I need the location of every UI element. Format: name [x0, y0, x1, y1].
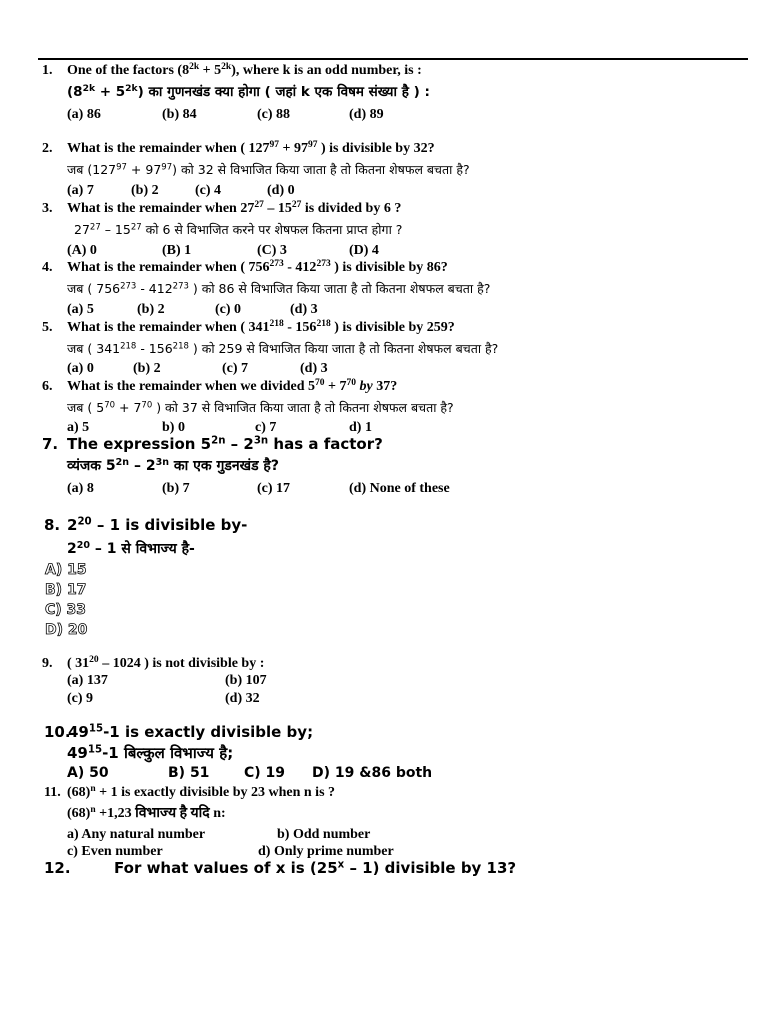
q11-option-a: a) Any natural number: [67, 827, 206, 842]
q11-text-en: $(68)^n + 1$ is exactly divisible by 23 when n is ?: [67, 783, 336, 800]
q7-option-d: (d) None of these: [349, 481, 450, 496]
q4-option-a: (a) 5: [67, 302, 94, 317]
q5-option-a: (a) 0: [67, 361, 94, 376]
q5-option-c: (c) 7: [222, 361, 249, 376]
q10-text-en: $49^{15}-1$ is exactly divisible by;: [68, 723, 314, 741]
q5-text-hi: जब ( $341^{218} - 156^{218}$ ) को 259 से विभाजित किया जाता है तो कितना शेषफल बचता है?: [67, 341, 499, 356]
q8-option-a: A) 15: [45, 562, 87, 578]
q6-option-c: c) 7: [255, 420, 277, 435]
q5-number: 5.: [42, 320, 53, 335]
q7-option-c: (c) 17: [257, 481, 291, 496]
q1-option-c: (c) 88: [257, 107, 291, 122]
q6-text-hi: जब ( $5^{70} + 7^{70}$ ) को 37 से विभाजित किया जाता है तो कितना शेषफल बचता है?: [67, 400, 454, 415]
q6-option-d: d) 1: [349, 420, 372, 435]
q9-option-a: (a) 137: [67, 673, 108, 688]
q1-number: 1.: [42, 63, 53, 78]
q4-option-c: (c) 0: [215, 302, 242, 317]
q6-option-b: b) 0: [162, 420, 185, 435]
q3-option-b: (B) 1: [162, 243, 192, 258]
q10-option-d: D) 19 &86 both: [312, 765, 433, 781]
q1-text-hi: $(8^{2k} + 5^{2k})$ का गुणनखंड क्या होगा ( जहां k एक विषम संख्या है ) :: [67, 82, 430, 100]
q8-text-hi: $2^{20} - 1$ से विभाज्य है-: [67, 539, 195, 557]
q1-option-d: (d) 89: [349, 107, 384, 122]
q8-option-b: B) 17: [45, 582, 87, 598]
q2-option-c: (c) 4: [195, 183, 222, 198]
q2-text-hi: जब $(127^{97} + 97^{97})$ को 32 से विभाजित किया जाता है तो कितना शेषफल बचता है?: [67, 162, 470, 177]
top-rule: [38, 58, 748, 60]
q9-number: 9.: [42, 656, 53, 671]
q3-option-d: (D) 4: [349, 243, 379, 258]
q4-text-hi: जब ( $756^{273} - 412^{273}$ ) को 86 से विभाजित किया जाता है तो कितना शेषफल बचता है?: [67, 281, 491, 296]
q3-option-a: (A) 0: [67, 243, 97, 258]
q9-text-en: ( $31^{20} - 1024$ ) is not divisible by :: [67, 654, 265, 671]
q8-option-d: D) 20: [45, 622, 88, 638]
q10-text-hi: $49^{15}-1$ बिल्कुल विभाज्य है;: [67, 744, 234, 762]
q2-option-d: (d) 0: [267, 183, 295, 198]
q7-option-a: (a) 8: [67, 481, 94, 496]
q5-text-en: What is the remainder when ( $341^{218} - 156^{218}$ ) is divisible by 259?: [67, 318, 455, 335]
q1-option-a: (a) 86: [67, 107, 101, 122]
q8-option-c: C) 33: [45, 602, 87, 618]
q7-text-hi: व्यंजक $5^{2n} - 2^{3n}$ का एक गुडनखंड है?: [67, 456, 279, 474]
q4-number: 4.: [42, 260, 53, 275]
q3-text-hi: $27^{27} - 15^{27}$ को 6 से विभाजित करने पर शेषफल कितना प्राप्त होगा ?: [74, 222, 403, 237]
q7-option-b: (b) 7: [162, 481, 190, 496]
q10-number: 10.: [44, 723, 71, 741]
q2-option-b: (b) 2: [131, 183, 159, 198]
q1-text-en: One of the factors $(8^{2k} + 5^{2k})$, where k is an odd number, is :: [67, 61, 422, 78]
q6-text-en: What is the remainder when we divided $5^{70} + 7^{70}$ by 37?: [67, 377, 398, 394]
q12-number: 12.: [44, 859, 71, 877]
q4-option-d: (d) 3: [290, 302, 318, 317]
q8-text-en: $2^{20} - 1$ is divisible by-: [67, 516, 248, 534]
q10-option-a: A) 50: [67, 765, 109, 781]
q9-option-c: (c) 9: [67, 691, 94, 706]
q11-option-d: d) Only prime number: [258, 844, 394, 859]
q7-number: 7.: [42, 435, 59, 453]
q3-number: 3.: [42, 201, 53, 216]
q4-option-b: (b) 2: [137, 302, 165, 317]
q5-option-d: (d) 3: [300, 361, 328, 376]
q2-option-a: (a) 7: [67, 183, 94, 198]
q10-option-b: B) 51: [168, 765, 210, 781]
q5-option-b: (b) 2: [133, 361, 161, 376]
q6-option-a: a) 5: [67, 420, 90, 435]
q10-option-c: C) 19: [244, 765, 286, 781]
q6-number: 6.: [42, 379, 53, 394]
q8-number: 8.: [44, 516, 61, 534]
q9-option-b: (b) 107: [225, 673, 267, 688]
q9-option-d: (d) 32: [225, 691, 260, 706]
q1-option-b: (b) 84: [162, 107, 197, 122]
q2-number: 2.: [42, 141, 53, 156]
q3-option-c: (C) 3: [257, 243, 287, 258]
q11-option-b: b) Odd number: [277, 827, 371, 842]
q4-text-en: What is the remainder when ( $756^{273} - 412^{273}$ ) is divisible by 86?: [67, 258, 448, 275]
q2-text-en: What is the remainder when ( $127^{97} + 97^{97}$ ) is divisible by 32?: [67, 139, 435, 156]
q11-text-hi: $(68)^n +1,23$ विभाज्य है यदि n:: [67, 804, 226, 821]
q3-text-en: What is the remainder when $27^{27} - 15^{27}$ is divided by 6 ?: [67, 199, 402, 216]
q12-text-en: For what values of x is (25$^x$ – 1) divisible by 13?: [114, 859, 517, 877]
q7-text-en: The expression $5^{2n} - 2^{3n}$ has a factor?: [67, 435, 383, 453]
q11-number: 11.: [44, 785, 61, 800]
q11-option-c: c) Even number: [67, 844, 163, 859]
